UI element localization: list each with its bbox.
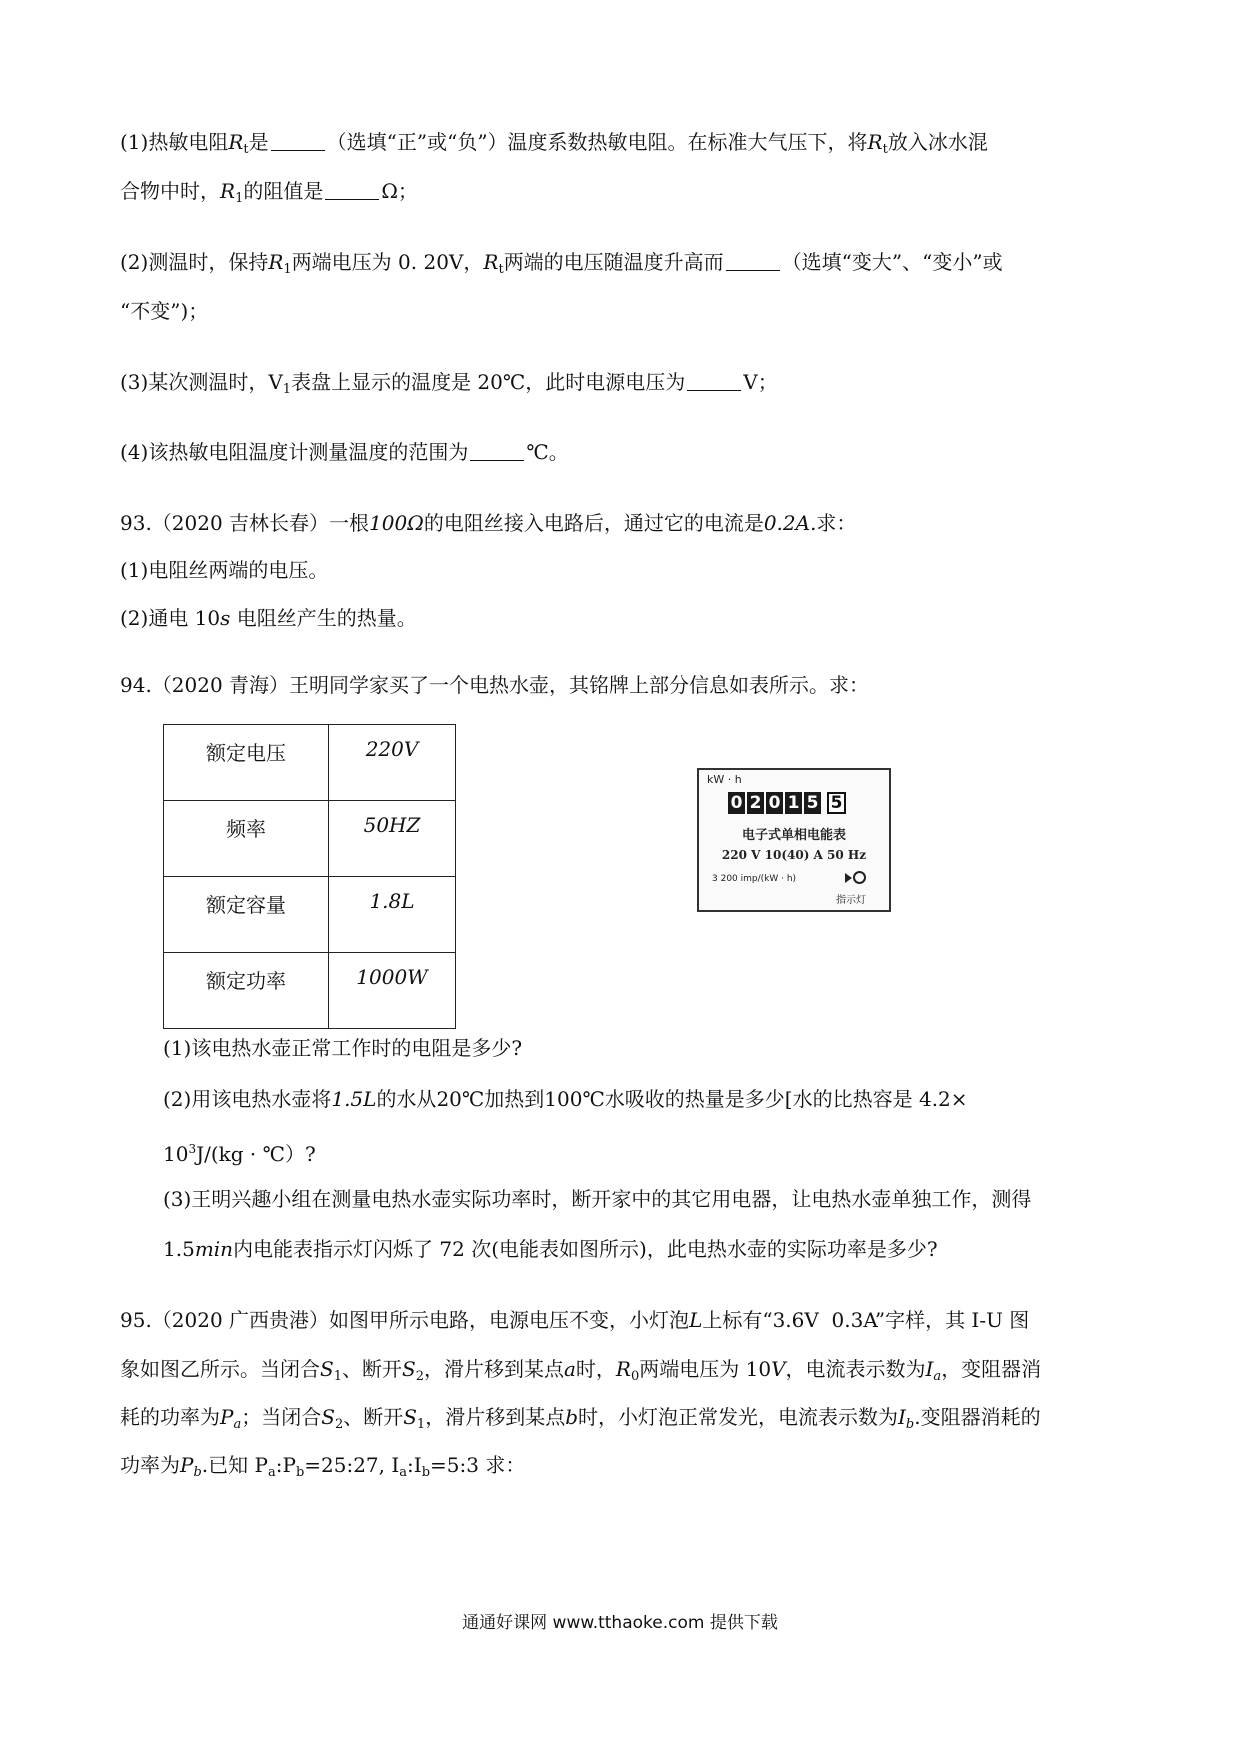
meter-unit: kW · h [707,773,742,786]
page-footer: 通通好课网 www.tthaoke.com 提供下载 [462,1613,778,1633]
spec-value: 1.8L [329,877,456,953]
q94-heading: 94.（2020 青海）王明同学家买了一个电热水壶，其铭牌上部分信息如表所示。求： [120,673,870,697]
table-row [164,725,456,801]
table-row [164,801,456,877]
q93-heading: 93.（2020 吉林长春）一根100Ω的电阻丝接入电路后，通过它的电流是0.2A.求： [120,511,857,535]
q94-sub3-line2: 1.5min内电能表指示灯闪烁了 72 次(电能表如图所示)，此电热水壶的实际功率是多少? [163,1237,938,1261]
meter-digit: 1 [785,792,802,814]
q94-sub2-line1: (2)用该电热水壶将1.5L的水从20℃加热到100℃水吸收的热量是多少[水的比热容是 4.2× [163,1087,968,1111]
spec-key: 额定电压 [164,725,329,801]
energy-meter-figure [697,768,891,912]
meter-digit: 0 [728,792,745,814]
spec-key: 频率 [164,801,329,877]
answer-blank[interactable] [271,132,325,151]
q94-sub2-line2: $10^3J/(kg$ · ℃）? [163,1142,316,1166]
meter-name: 电子式单相电能表 [741,828,846,843]
spec-value: 50HZ [329,801,456,877]
answer-blank[interactable] [325,181,379,200]
q94-sub3-line1: (3)王明兴趣小组在测量电热水壶实际功率时，断开家中的其它用电器，让电热水壶单独工作，测得 [163,1187,1032,1211]
spec-value: 1000W [329,953,456,1029]
q95-line4: 功率为$P_b$.已知 $P_a:P_b=25:27$, $I_a:I_b=5:3$ 求： [120,1453,526,1480]
kettle-spec-table [163,724,456,1029]
q95-line3: 耗的功率为$P_a$；当闭合$S_2$、断开$S_1$，滑片移到某点b时，小灯泡正常发光，电流表示数为$I_b$.变阻器消耗的 [120,1405,1041,1432]
q92-part2-line1: (2)测温时，保持$R_1$两端电压为 0. 20V，$R_t$两端的电压随温度升高而 （选填“变大”、“变小”或 [120,250,1003,277]
meter-digit: 2 [747,792,764,814]
q93-sub1: (1)电阻丝两端的电压。 [120,558,329,582]
q95-line2: 象如图乙所示。当闭合$S_1$、断开$S_2$，滑片移到某点a时，$R_0$两端电压为 10V，电流表示数为$I_a$，变阻器消 [120,1357,1042,1384]
meter-digit: 0 [766,792,783,814]
meter-rating: 220 V 10(40) A 50 Hz [721,848,867,862]
meter-lamp-label: 指示灯 [836,895,866,906]
table-row [164,877,456,953]
spec-key: 额定容量 [164,877,329,953]
meter-imp: 3 200 imp/(kW · h) [712,874,797,884]
spec-key: 额定功率 [164,953,329,1029]
q92-part2-line2: “不变”)； [120,299,209,323]
q92-part1-line2: 合物中时，$R_1$的阻值是 Ω； [120,179,418,206]
indicator-lamp-icon [845,871,866,884]
table-row [164,953,456,1029]
q93-sub2: (2)通电 10s 电阻丝产生的热量。 [120,606,417,630]
q92-part3: (3)某次测温时，$V_1$表盘上显示的温度是 20℃，此时电源电压为 V； [120,370,778,397]
q95-line1: 95.（2020 广西贵港）如图甲所示电路，电源电压不变，小灯泡L上标有“3.6V 0.3A”字样，其 I-U 图 [120,1308,1030,1332]
q92-part4: (4)该热敏电阻温度计测量温度的范围为 ℃。 [120,440,569,464]
meter-digits [728,792,848,814]
spec-value: 220V [329,725,456,801]
meter-decimal-digit: 5 [827,792,846,814]
answer-blank[interactable] [687,372,741,391]
answer-blank[interactable] [726,252,780,271]
q92-part1-line1: (1)热敏电阻$R_t$是 （选填“正”或“负”）温度系数热敏电阻。在标准大气压下，将$R_t$放入冰水混 [120,130,988,157]
q94-sub1: (1)该电热水壶正常工作时的电阻是多少? [163,1036,523,1060]
answer-blank[interactable] [470,442,524,461]
meter-digit: 5 [804,792,821,814]
